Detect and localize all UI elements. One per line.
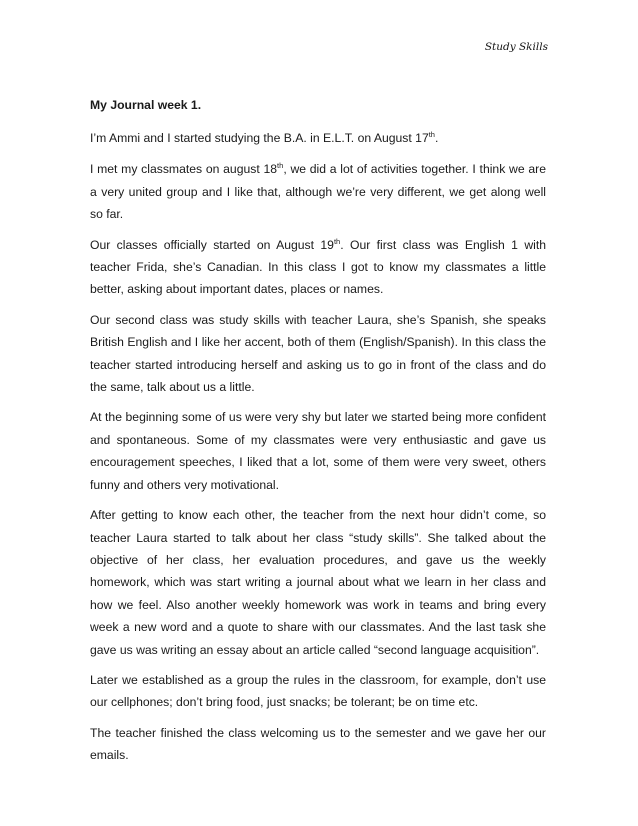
paragraph-rules: Later we established as a group the rules in the classroom, for example, don’t use our cellphones; don’t bring food, just snacks; be tolerant; be on time etc. xyxy=(90,672,546,710)
paragraph-first-class xyxy=(90,234,546,301)
paragraph-text: . Our first class was English 1 with teacher Frida, she’s Canadian. In this class I got to know my classmates a little better, asking about important dates, places or names. xyxy=(90,237,547,297)
ordinal-suffix: th xyxy=(277,161,284,171)
ordinal-suffix: th xyxy=(333,236,341,246)
journal-title: My Journal week 1. xyxy=(90,98,202,112)
paragraph-text: I’m Ammi and I started studying the B.A. in E.L.T. on August 17 xyxy=(90,131,429,145)
paragraph-text: , we did a lot of activities together. I think we are a very united group and I like that, although we’re very different, we get along well so far. xyxy=(90,162,546,222)
paragraph-second-class: Our second class was study skills with teacher Laura, she’s Spanish, she speaks British English and I like her accent, both of them (English/Spanish). In this class the teacher started introducing herself and asking us to go in front of the class and do the same, talk about us a little. xyxy=(90,312,546,395)
paragraph-beginning: At the beginning some of us were very shy but later we started being more confident and spontaneous. Some of my classmates were very enthusiastic and gave us encouragement speeches, I liked that a lot, some of them were very sweet, others funny and others very motivational. xyxy=(90,410,546,492)
paragraph-text: Our classes officially started on August 19 xyxy=(90,237,334,252)
paragraph-homework: After getting to know each other, the teacher from the next hour didn’t come, so teacher Laura started to talk about her class “study skills”. She talked about the objective of her class, her evaluation procedures, and gave us the weekly homework, which was start writing a journal about what we learn in her class and how we feel. Also another weekly homework was work in teams and bring every week a new word and a quote to share with our classmates. And the last task she gave us was writing an essay about an article called “second language acquisition”. xyxy=(90,508,546,657)
paragraph-closing: The teacher finished the class welcoming us to the semester and we gave her our emails. xyxy=(90,725,546,763)
journal-body xyxy=(90,94,546,775)
paragraph-text: . xyxy=(434,131,439,145)
paragraph-text: I met my classmates on august 18 xyxy=(90,162,278,177)
paragraph-classmates xyxy=(90,158,546,225)
running-header: Study Skills xyxy=(484,41,548,53)
paragraph-intro xyxy=(90,127,546,149)
ordinal-suffix: th xyxy=(428,130,435,139)
